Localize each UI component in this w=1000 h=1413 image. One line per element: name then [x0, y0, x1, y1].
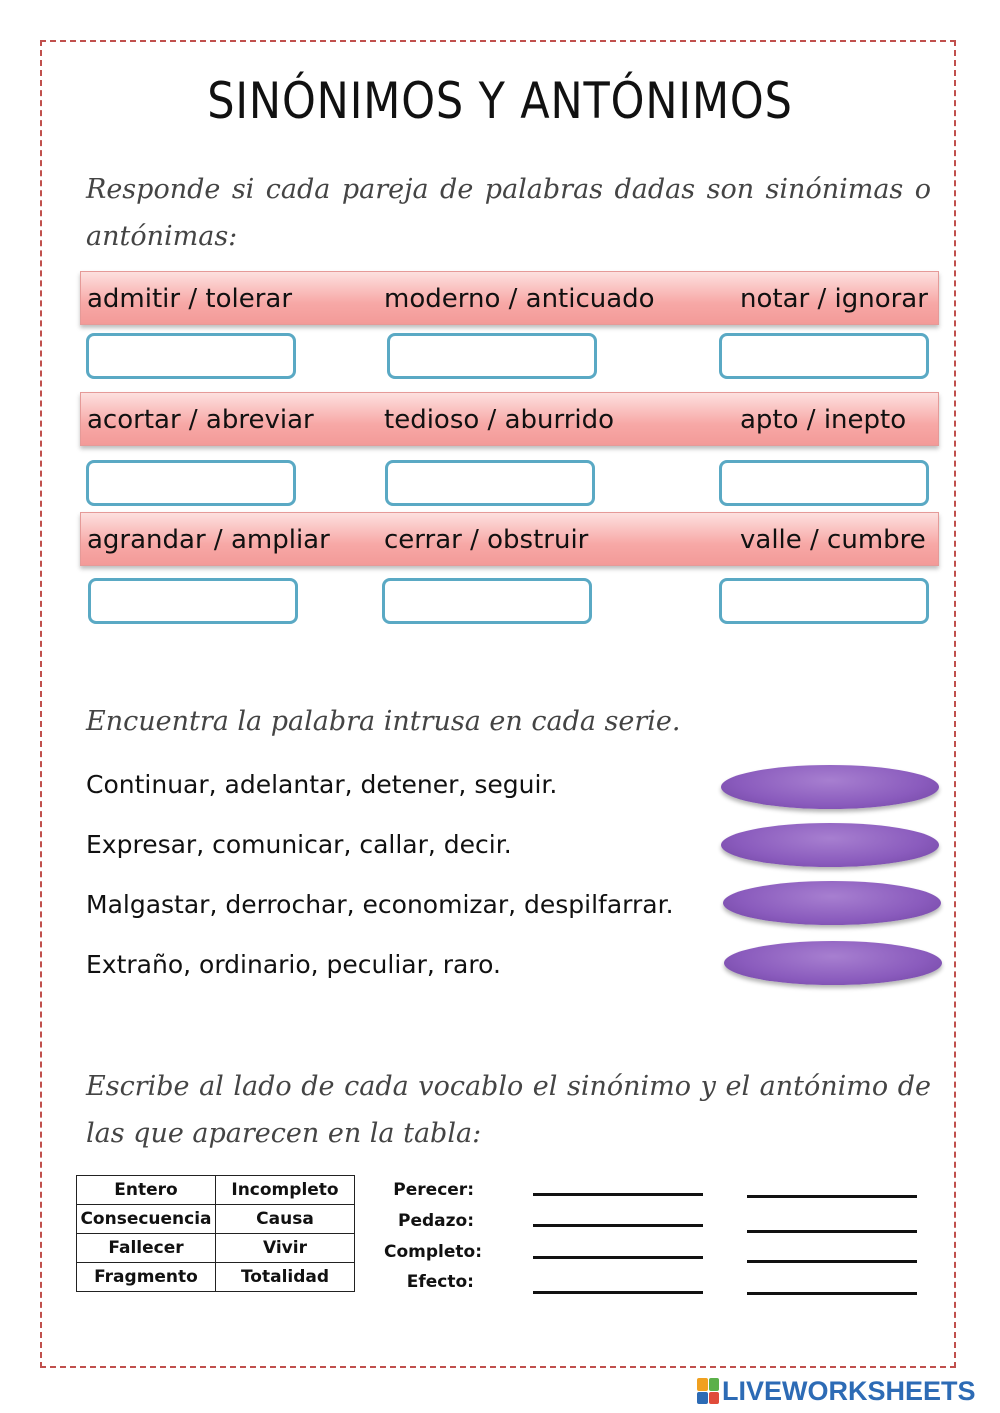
word-series: Malgastar, derrochar, economizar, despilfarrar.	[86, 890, 674, 919]
liveworksheets-logo-icon	[697, 1378, 719, 1404]
vocab-word: Perecer:	[393, 1180, 474, 1200]
word-pair-row-2	[80, 392, 939, 446]
antonym-answer-line[interactable]	[747, 1292, 917, 1295]
answer-input[interactable]	[719, 333, 929, 379]
logo-square	[697, 1378, 708, 1391]
word-pair: apto / inepto	[740, 405, 907, 435]
answer-input[interactable]	[719, 578, 929, 624]
table-row	[77, 1263, 355, 1292]
word-series: Continuar, adelantar, detener, seguir.	[86, 770, 558, 799]
table-cell: Causa	[216, 1205, 355, 1234]
synonym-answer-line[interactable]	[533, 1193, 703, 1196]
word-series: Expresar, comunicar, callar, decir.	[86, 830, 512, 859]
vocab-word: Pedazo:	[397, 1211, 474, 1231]
table-row	[77, 1205, 355, 1234]
synonym-answer-line[interactable]	[533, 1224, 703, 1227]
answer-oval[interactable]	[721, 823, 939, 867]
table-row	[77, 1234, 355, 1263]
instruction-synonyms-antonyms: Responde si cada pareja de palabras dadas son sinónimas o antónimas:	[86, 174, 931, 252]
vocab-word: Efecto:	[406, 1272, 474, 1292]
table-row	[77, 1176, 355, 1205]
liveworksheets-logo	[697, 1376, 976, 1406]
antonym-answer-line[interactable]	[747, 1195, 917, 1198]
word-pair: cerrar / obstruir	[384, 525, 589, 555]
antonym-answer-line[interactable]	[747, 1230, 917, 1233]
word-pair: notar / ignorar	[740, 284, 928, 314]
answer-input[interactable]	[387, 333, 597, 379]
logo-square	[697, 1392, 708, 1405]
answer-input[interactable]	[86, 460, 296, 506]
answer-oval[interactable]	[721, 765, 939, 809]
table-cell: Incompleto	[216, 1176, 355, 1205]
word-pair: tedioso / aburrido	[384, 405, 615, 435]
word-pair-row-1	[80, 271, 939, 325]
logo-text: LIVEWORKSHEETS	[722, 1375, 976, 1406]
logo-square	[709, 1392, 720, 1405]
word-series: Extraño, ordinario, peculiar, raro.	[86, 950, 501, 979]
vocab-word: Completo:	[384, 1242, 482, 1262]
answer-oval[interactable]	[724, 941, 942, 985]
antonym-answer-line[interactable]	[747, 1260, 917, 1263]
answer-input[interactable]	[719, 460, 929, 506]
answer-input[interactable]	[382, 578, 592, 624]
word-pair: valle / cumbre	[740, 525, 926, 555]
table-cell: Entero	[77, 1176, 216, 1205]
instruction-synonym-antonym-table: Escribe al lado de cada vocablo el sinónimo y el antónimo de las que aparecen en la tabla:	[86, 1071, 931, 1149]
synonym-answer-line[interactable]	[533, 1291, 703, 1294]
table-cell: Fragmento	[77, 1263, 216, 1292]
page-title: SINÓNIMOS Y ANTÓNIMOS	[207, 72, 793, 130]
instruction-odd-word: Encuentra la palabra intrusa en cada serie.	[86, 706, 681, 737]
table-cell: Fallecer	[77, 1234, 216, 1263]
word-pair: agrandar / ampliar	[87, 525, 330, 555]
answer-input[interactable]	[88, 578, 298, 624]
answer-oval[interactable]	[723, 881, 941, 925]
answer-input[interactable]	[385, 460, 595, 506]
word-pair: acortar / abreviar	[87, 405, 314, 435]
word-pair: admitir / tolerar	[87, 284, 293, 314]
table-cell: Consecuencia	[77, 1205, 216, 1234]
vocabulary-table	[76, 1175, 355, 1292]
synonym-answer-line[interactable]	[533, 1256, 703, 1259]
table-cell: Totalidad	[216, 1263, 355, 1292]
word-pair-row-3	[80, 512, 939, 566]
table-cell: Vivir	[216, 1234, 355, 1263]
answer-input[interactable]	[86, 333, 296, 379]
word-pair: moderno / anticuado	[384, 284, 655, 314]
logo-square	[709, 1378, 720, 1391]
